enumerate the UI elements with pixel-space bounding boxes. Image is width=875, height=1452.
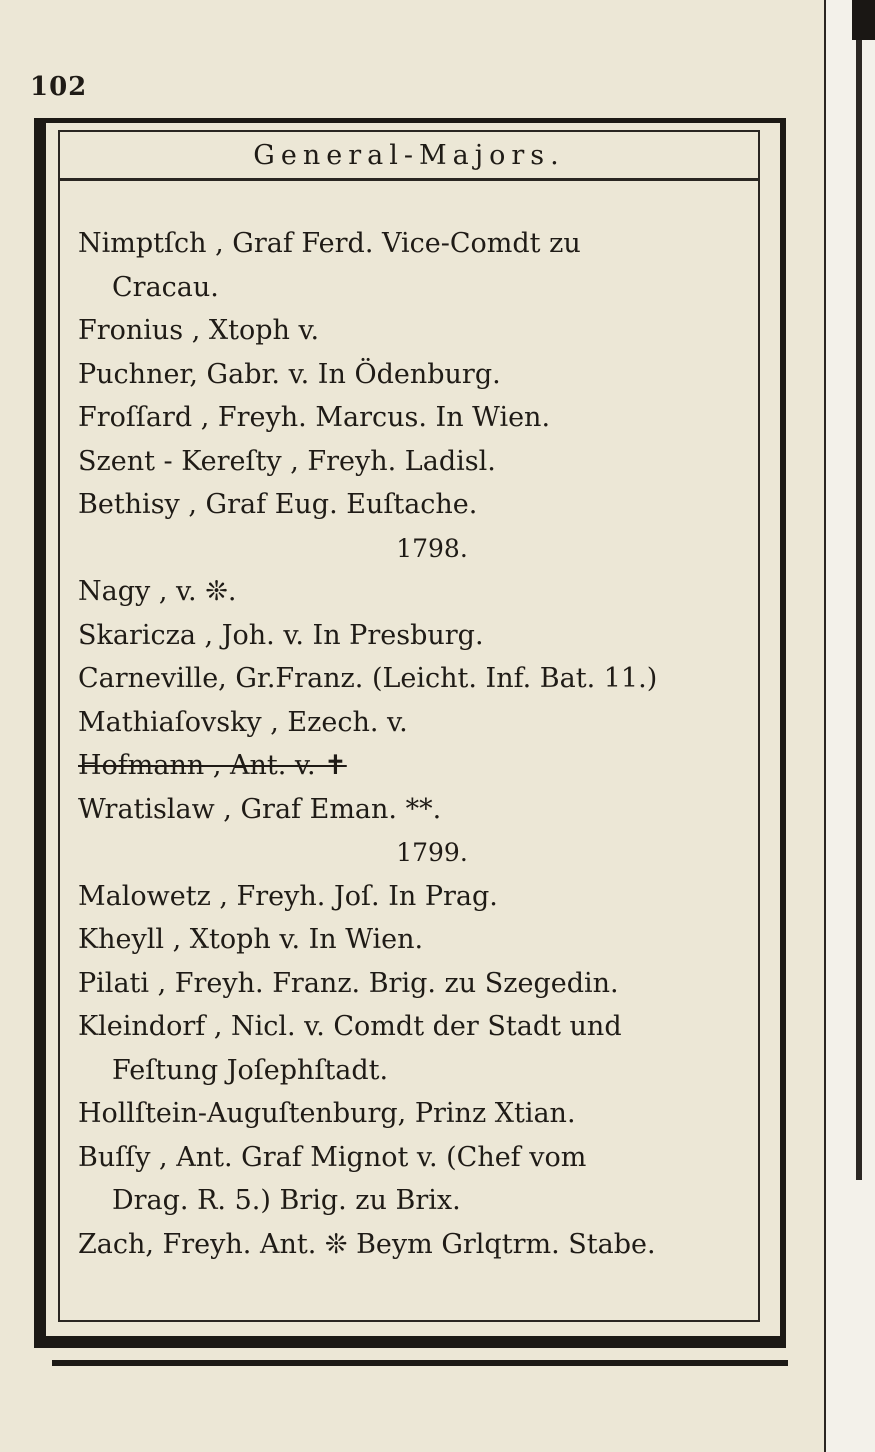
roster-entry xyxy=(78,788,746,832)
entry-text: Bethisy , Graf Eug. Euſtache. xyxy=(78,489,478,520)
entry-text: Wratislaw , Graf Eman. **. xyxy=(78,793,442,825)
roster-entry xyxy=(78,701,746,745)
roster-entry xyxy=(78,1136,746,1223)
page-number: 102 xyxy=(30,72,88,102)
roster-entry xyxy=(78,1092,746,1136)
entry-text: Hollſtein-Auguſtenburg, Prinz Xtian. xyxy=(78,1098,576,1129)
roster-entry xyxy=(78,353,746,397)
entry-text: Mathiaſovsky , Ezech. v. xyxy=(78,706,408,738)
year-heading xyxy=(78,527,746,571)
roster-entry xyxy=(78,918,746,962)
roster-entry xyxy=(78,396,746,440)
roster-entry xyxy=(78,614,746,658)
year-heading xyxy=(78,831,746,875)
entry-continuation: Drag. R. 5.) Brig. zu Brix. xyxy=(112,1185,461,1216)
roster-entry xyxy=(78,1223,746,1267)
entry-text: Buſſy , Ant. Graf Mignot v. (Chef vom xyxy=(78,1141,587,1173)
entry-text: Kheyll , Xtoph v. In Wien. xyxy=(78,924,424,955)
entry-text: Hofmann , Ant. v. ✝ xyxy=(78,750,347,781)
entry-text: Froſſard , Freyh. Marcus. In Wien. xyxy=(78,402,551,433)
roster-entry xyxy=(78,483,746,527)
entry-text: Kleindorf , Nicl. v. Comdt der Stadt und xyxy=(78,1011,622,1042)
header-rule xyxy=(60,178,758,181)
roster-list xyxy=(78,222,746,1266)
entry-text: Szent - Kereſty , Freyh. Ladisl. xyxy=(78,445,496,477)
struck-entry xyxy=(78,744,746,788)
edge-dark-block xyxy=(852,0,875,40)
entry-text: 1798. xyxy=(396,533,468,563)
roster-entry xyxy=(78,1005,746,1092)
entry-text: Nimptſch , Graf Ferd. Vice-Comdt zu xyxy=(78,228,581,259)
roster-entry xyxy=(78,309,746,353)
entry-text: Malowetz , Freyh. Joſ. In Prag. xyxy=(78,880,498,912)
entry-text: Pilati , Freyh. Franz. Brig. zu Szegedin. xyxy=(78,967,619,999)
bottom-rule xyxy=(52,1360,788,1366)
roster-entry xyxy=(78,222,746,309)
entry-text: Zach, Freyh. Ant. ❊ Beym Grlqtrm. Stabe. xyxy=(78,1228,656,1260)
entry-text: Carneville, Gr.Franz. (Leicht. Inf. Bat. 11.) xyxy=(78,663,658,694)
entry-text: Nagy , v. ❊. xyxy=(78,576,237,607)
roster-entry xyxy=(78,875,746,919)
roster-entry xyxy=(78,657,746,701)
entry-continuation: Cracau. xyxy=(112,271,219,303)
entry-text: Fronius , Xtoph v. xyxy=(78,315,320,346)
adjacent-page-edge xyxy=(824,0,875,1452)
entry-text: 1799. xyxy=(396,838,468,867)
entry-text: Skaricza , Joh. v. In Presburg. xyxy=(78,619,484,651)
entry-continuation: Feſtung Joſephſtadt. xyxy=(112,1054,389,1086)
roster-entry xyxy=(78,570,746,614)
roster-entry xyxy=(78,962,746,1006)
edge-line xyxy=(856,40,862,1180)
roster-entry xyxy=(78,440,746,484)
section-header: General-Majors. xyxy=(253,140,565,171)
entry-text: Puchner, Gabr. v. In Ödenburg. xyxy=(78,358,501,390)
